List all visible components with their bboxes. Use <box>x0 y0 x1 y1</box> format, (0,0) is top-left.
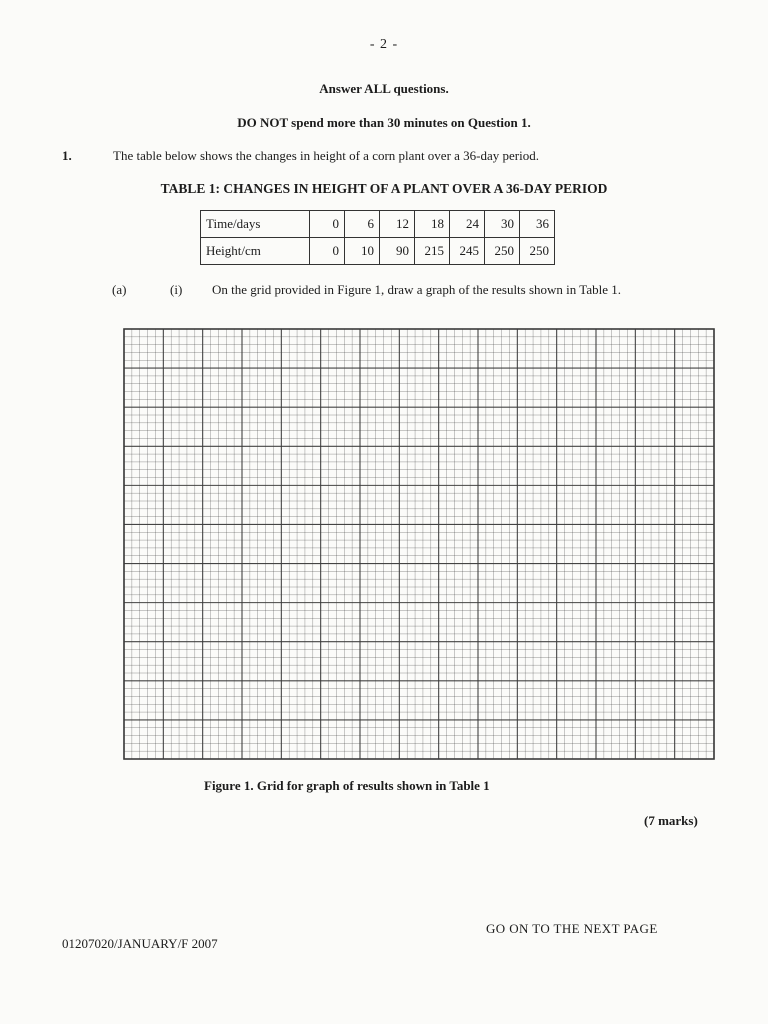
row-header: Height/cm <box>201 238 310 265</box>
table-cell: 250 <box>520 238 555 265</box>
table-title: TABLE 1: CHANGES IN HEIGHT OF A PLANT OVER A 36-DAY PERIOD <box>160 181 608 196</box>
page-number: - 2 - <box>369 37 399 52</box>
table-cell: 215 <box>415 238 450 265</box>
table-row-time <box>201 211 555 238</box>
next-page-note: GO ON TO THE NEXT PAGE <box>486 921 658 936</box>
graph-grid[interactable] <box>123 328 715 765</box>
table-cell: 18 <box>415 211 450 238</box>
question-text: The table below shows the changes in height of a corn plant over a 36-day period. <box>113 148 539 163</box>
figure-caption: Figure 1. Grid for graph of results shown in Table 1 <box>204 778 490 793</box>
part-instruction: On the grid provided in Figure 1, draw a graph of the results shown in Table 1. <box>212 282 621 297</box>
table-cell: 90 <box>380 238 415 265</box>
table-cell: 30 <box>485 211 520 238</box>
subpart-label: (i) <box>170 282 183 297</box>
row-header: Time/days <box>201 211 310 238</box>
part-label: (a) <box>112 282 127 297</box>
paper-code: 01207020/JANUARY/F 2007 <box>62 936 218 951</box>
data-table <box>200 210 555 265</box>
instruction-answer-all: Answer ALL questions. <box>319 81 449 96</box>
table-row-height <box>201 238 555 265</box>
table-cell: 0 <box>310 211 345 238</box>
table-cell: 245 <box>450 238 485 265</box>
grid-border <box>124 329 714 759</box>
table-cell: 24 <box>450 211 485 238</box>
instruction-time-limit: DO NOT spend more than 30 minutes on Question 1. <box>237 115 531 130</box>
table-cell: 10 <box>345 238 380 265</box>
question-number: 1. <box>62 148 72 163</box>
graph-grid-svg <box>123 328 715 760</box>
table-cell: 36 <box>520 211 555 238</box>
table-cell: 6 <box>345 211 380 238</box>
table-cell: 12 <box>380 211 415 238</box>
table-cell: 0 <box>310 238 345 265</box>
table-cell: 250 <box>485 238 520 265</box>
marks-label: (7 marks) <box>644 813 698 828</box>
